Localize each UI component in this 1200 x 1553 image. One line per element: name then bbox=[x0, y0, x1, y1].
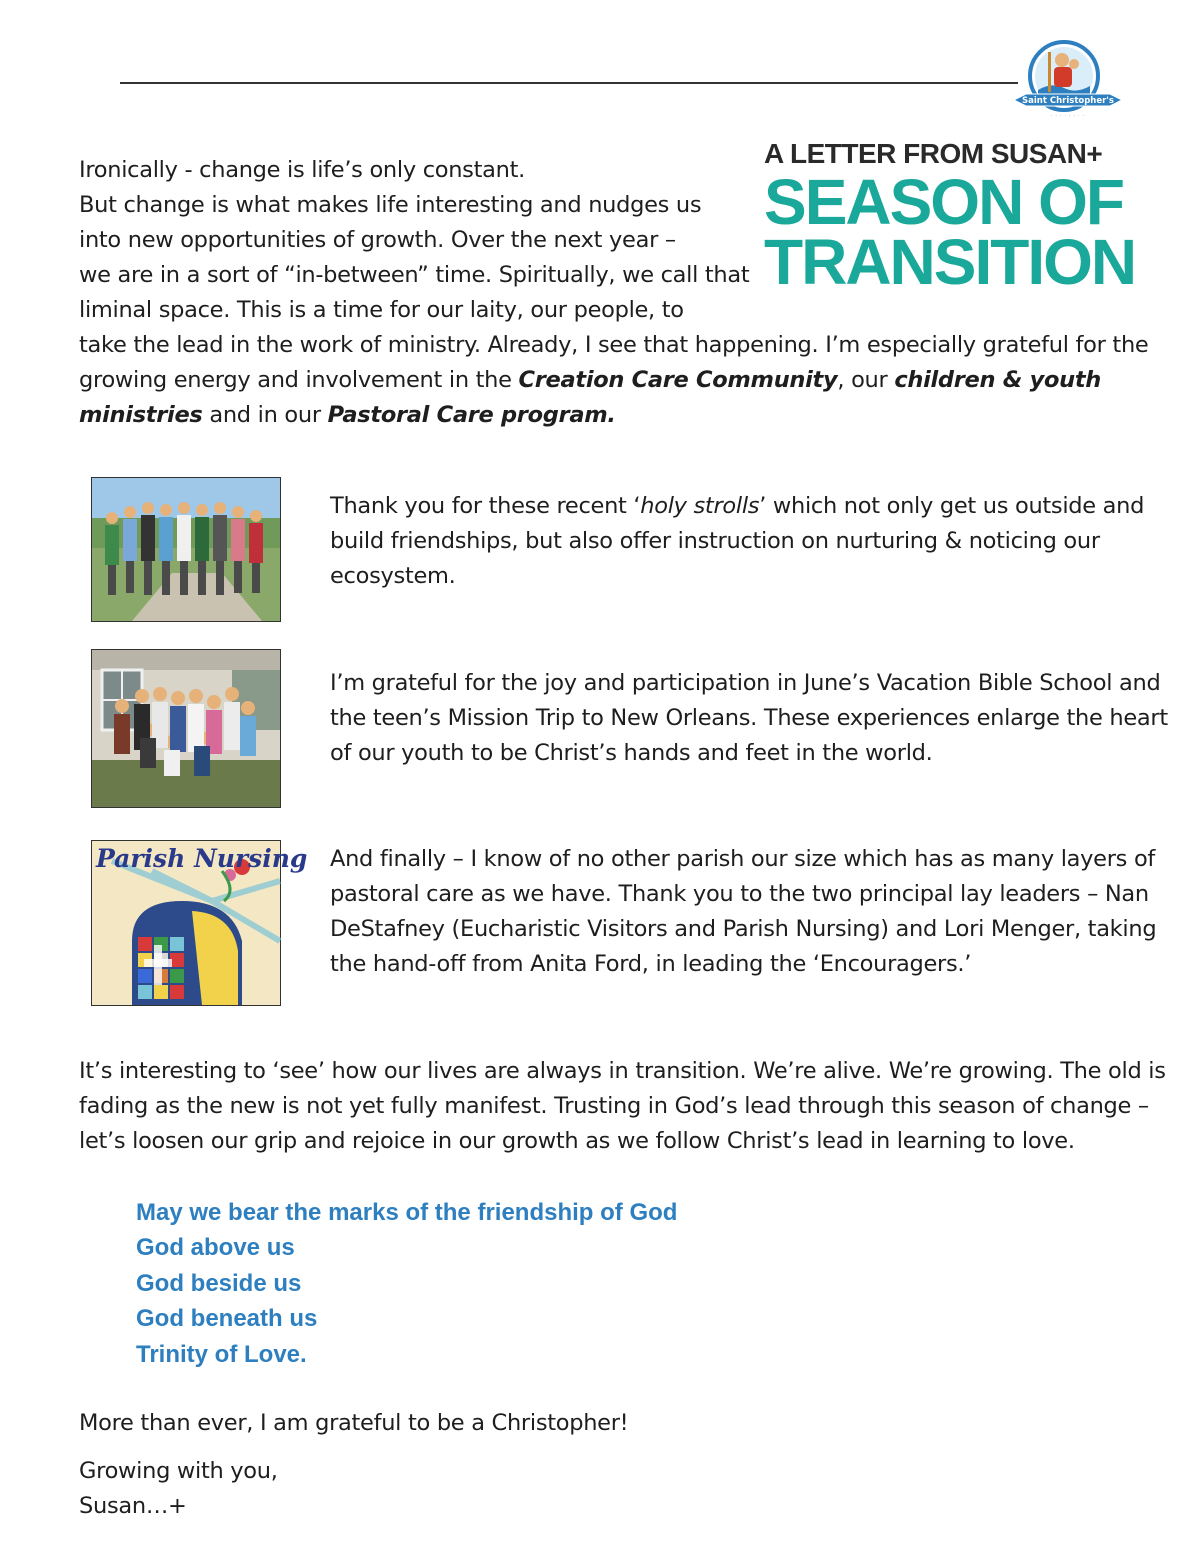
svg-text:· · · · · · · ·: · · · · · · · · bbox=[1050, 113, 1086, 118]
headline-line-1: SEASON OF bbox=[764, 166, 1123, 238]
ministries: ministries bbox=[79, 402, 203, 428]
blessing-line: God beside us bbox=[136, 1269, 302, 1297]
intro-line: But change is what makes life interesting and nudges us bbox=[79, 192, 702, 218]
holy-strolls-paragraph bbox=[330, 489, 1144, 594]
pastoral-care-program: Pastoral Care program. bbox=[327, 402, 616, 428]
grateful-line: More than ever, I am grateful to be a Christopher! bbox=[79, 1410, 629, 1436]
blessing-line: God above us bbox=[136, 1234, 295, 1262]
creation-care-community: Creation Care Community bbox=[518, 367, 838, 393]
header-rule bbox=[120, 82, 1018, 84]
reflection-paragraph bbox=[79, 1054, 1166, 1159]
section1-line: ecosystem. bbox=[330, 563, 456, 589]
section1-line: build friendships, but also offer instruction on nurturing & noticing our bbox=[330, 528, 1100, 554]
children-youth: children & youth bbox=[894, 367, 1101, 393]
intro-line: growing energy and involvement in the Creation Care Community, our children & youth bbox=[79, 367, 1101, 393]
reflection-line: fading as the new is not yet fully manifest. Trusting in God’s lead through this season of change – bbox=[79, 1093, 1149, 1119]
blessing-line: God beneath us bbox=[136, 1305, 318, 1333]
poster-title: Parish Nursing bbox=[96, 844, 308, 873]
reflection-line: let’s loosen our grip and rejoice in our growth as we follow Christ’s lead in learning to love. bbox=[79, 1128, 1075, 1154]
signoff: Growing with you, bbox=[79, 1458, 278, 1484]
section2-line: the teen’s Mission Trip to New Orleans. These experiences enlarge the heart bbox=[330, 705, 1168, 731]
letter-kicker: A LETTER FROM SUSAN+ bbox=[764, 138, 1103, 169]
blessing-line: Trinity of Love. bbox=[136, 1340, 307, 1368]
section1-line: Thank you for these recent ‘holy strolls’ which not only get us outside and bbox=[330, 493, 1145, 519]
intro-paragraph bbox=[79, 153, 1148, 433]
logo-banner-text: Saint Christopher's bbox=[1022, 96, 1114, 106]
pastoral-care-paragraph bbox=[330, 842, 1156, 982]
section3-line: DeStafney (Eucharistic Visitors and Parish Nursing) and Lori Menger, taking bbox=[330, 916, 1157, 942]
youth-paragraph bbox=[330, 666, 1168, 771]
youth-group-photo bbox=[91, 649, 281, 808]
section2-line: of our youth to be Christ’s hands and feet in the world. bbox=[330, 740, 933, 766]
reflection-line: It’s interesting to ‘see’ how our lives are always in transition. We’re alive. We’re growing. The old is bbox=[79, 1058, 1166, 1084]
blessing-verse bbox=[136, 1195, 677, 1372]
holy-strolls-photo bbox=[91, 477, 281, 622]
headline-line-2: TRANSITION bbox=[764, 226, 1136, 298]
signature: Susan…+ bbox=[79, 1493, 187, 1519]
intro-line: ministries and in our Pastoral Care program. bbox=[79, 402, 616, 428]
blessing-line: May we bear the marks of the friendship of God bbox=[136, 1199, 678, 1226]
section3-line: the hand-off from Anita Ford, in leading the ‘Encouragers.’ bbox=[330, 951, 972, 977]
intro-line: into new opportunities of growth. Over the next year – bbox=[79, 227, 676, 253]
intro-line: liminal space. This is a time for our laity, our people, to bbox=[79, 297, 684, 323]
holy-strolls-term: holy strolls bbox=[640, 493, 760, 519]
intro-line: Ironically - change is life’s only constant. bbox=[79, 157, 525, 183]
intro-line: we are in a sort of “in-between” time. Spiritually, we call that bbox=[79, 262, 750, 288]
parish-nursing-poster bbox=[91, 840, 308, 1006]
section3-line: pastoral care as we have. Thank you to the two principal lay leaders – Nan bbox=[330, 881, 1149, 907]
section2-line: I’m grateful for the joy and participation in June’s Vacation Bible School and bbox=[330, 670, 1161, 696]
intro-line: take the lead in the work of ministry. Already, I see that happening. I’m especially grateful for the bbox=[79, 332, 1149, 358]
saint-christophers-logo bbox=[1012, 38, 1124, 122]
section3-line: And finally – I know of no other parish our size which has as many layers of bbox=[330, 846, 1156, 872]
